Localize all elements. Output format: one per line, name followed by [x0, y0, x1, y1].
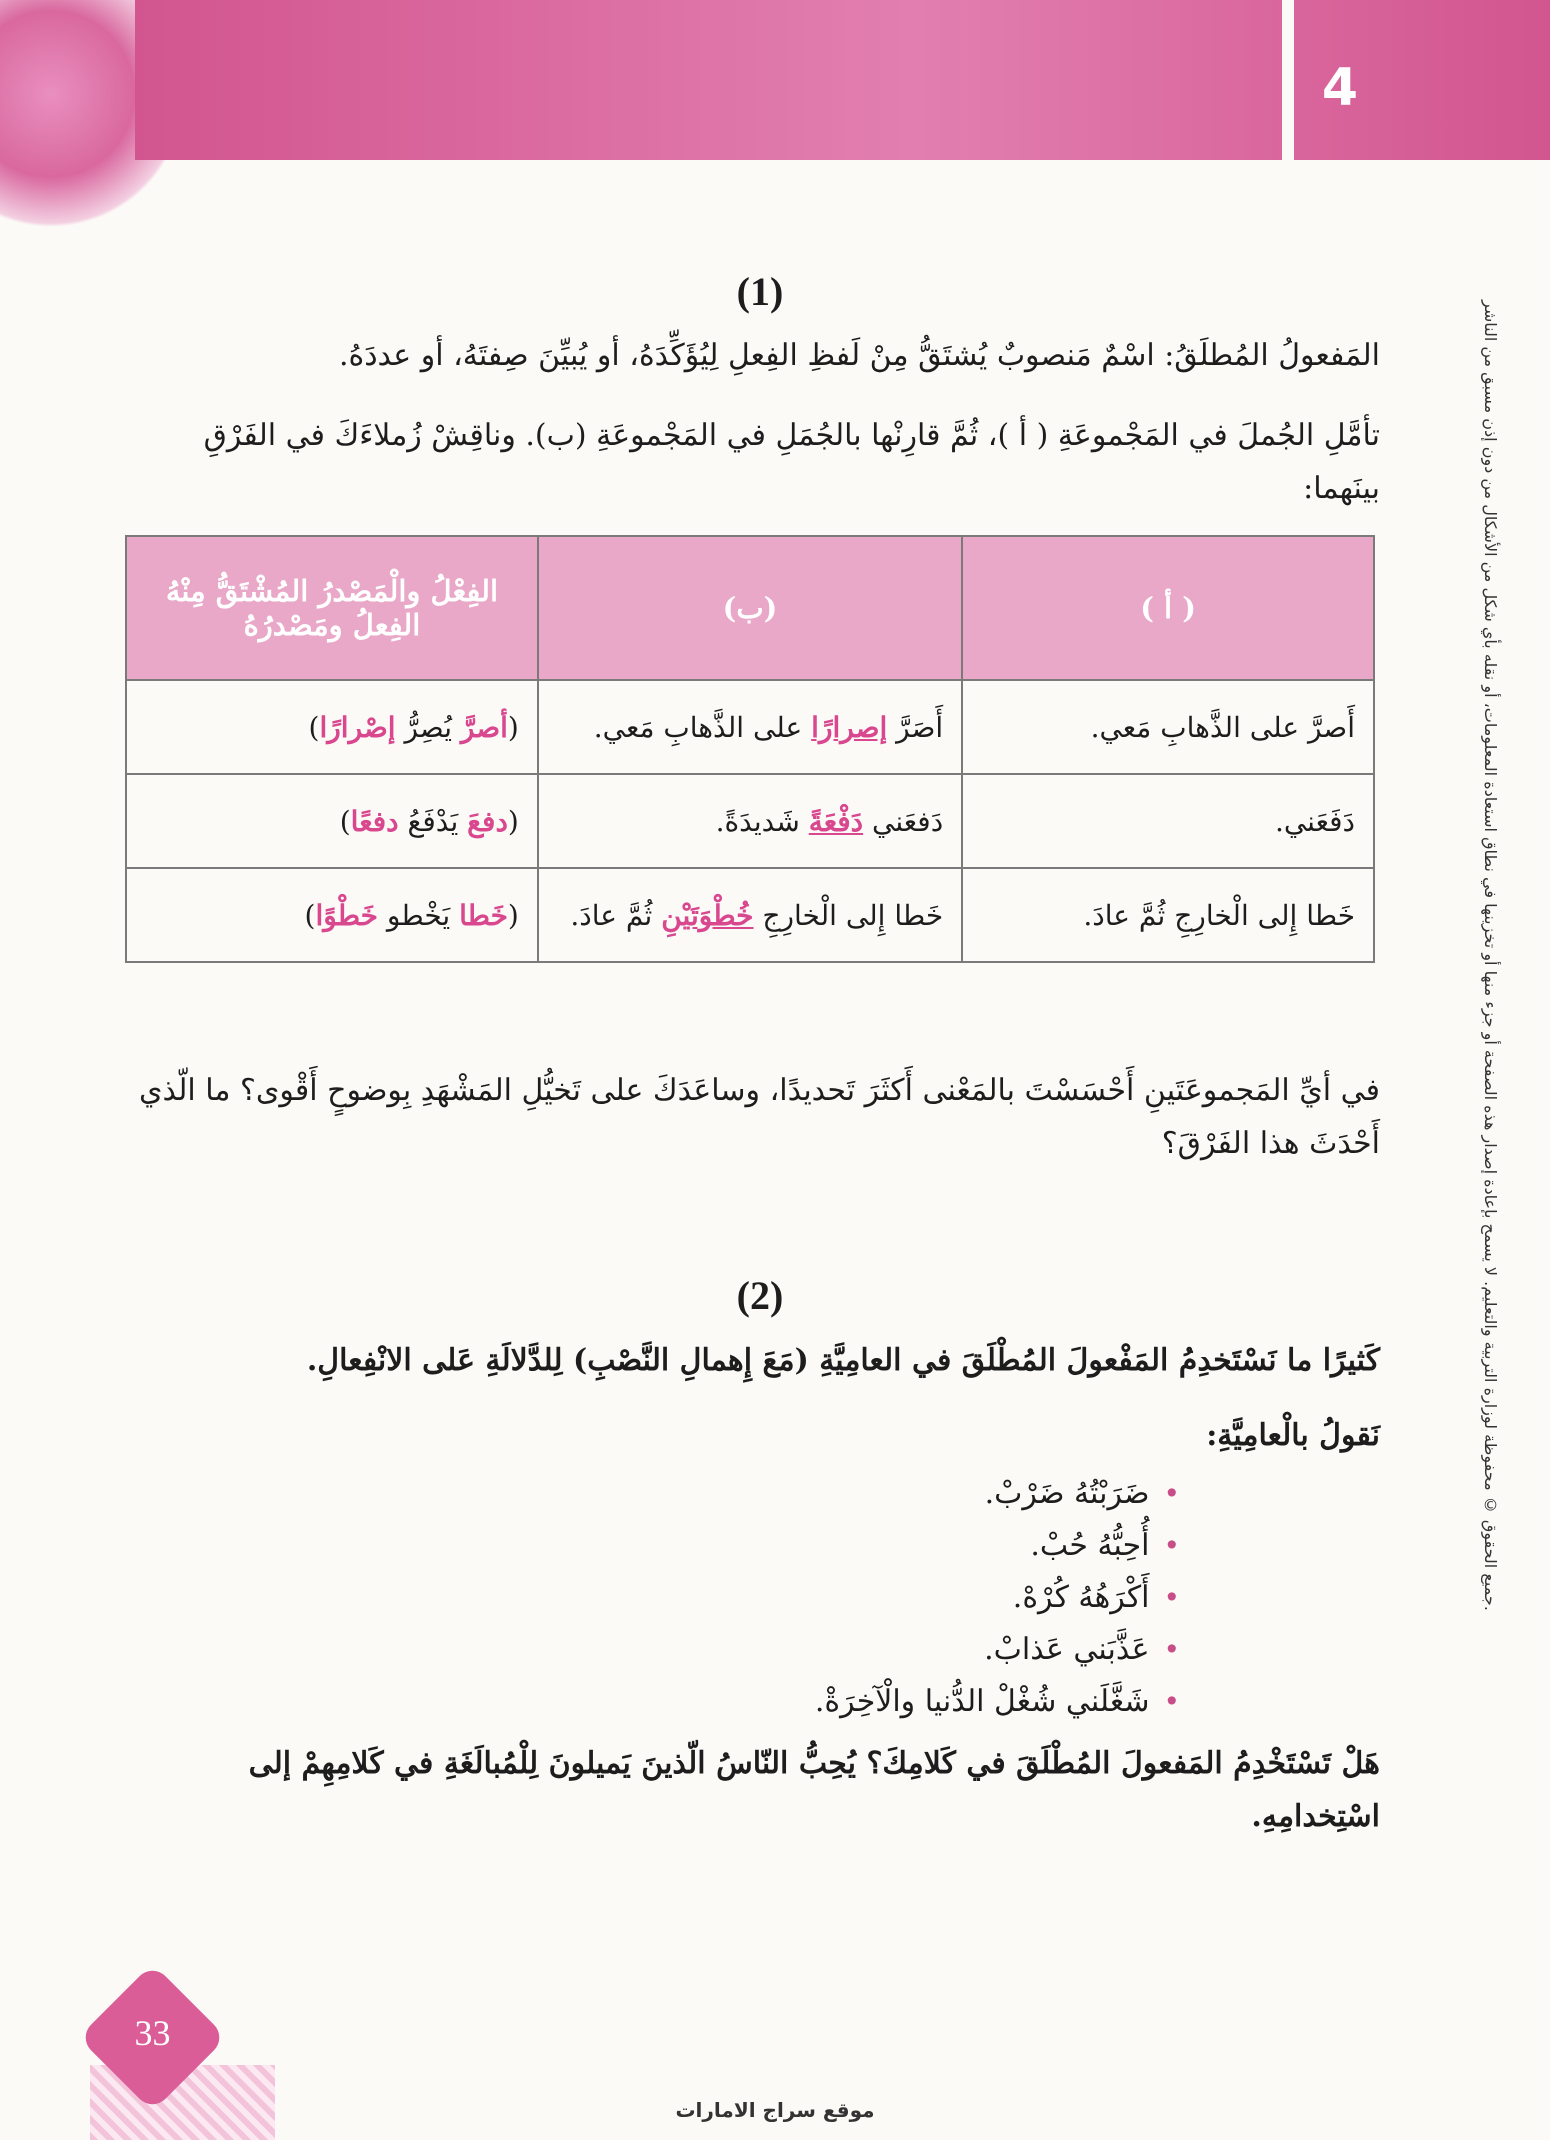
- table-row: [126, 774, 1374, 868]
- cell-verb-source: (دفعَ يَدْفَعُ دفعًا): [126, 774, 538, 868]
- section-2-subtitle: نَقولُ بالْعامِيَّةِ:: [1206, 1418, 1380, 1453]
- cell-a: خَطا إِلى الْخارِجِ ثُمَّ عادَ.: [962, 868, 1374, 962]
- section-1-question: في أيِّ المَجموعَتَينِ أَحْسَسْتَ بالمَعْنى أَكثَرَ تَحديدًا، وساعَدَكَ على تَخيُّلِ المَشْهَدِ بِوضوحٍ أَقْوى؟ ما الّذي أَحْدَثَ هذا الفَرْقَ؟: [138, 1073, 1380, 1161]
- cell-verb-source: (خَطا يَخْطو خَطْوًا): [126, 868, 538, 962]
- definition-text: المَفعولُ المُطلَقُ: اسْمٌ مَنصوبٌ يُشتَقُّ مِنْ لَفظِ الفِعلِ لِيُؤَكِّدَهُ، أو يُبيِّنَ صِفتَهُ، أو عددَهُ.: [338, 338, 1380, 373]
- section-1-number: (1): [736, 269, 784, 314]
- unit-number: 4: [1321, 58, 1359, 118]
- table-row: [126, 680, 1374, 774]
- page-number: 33: [134, 2013, 171, 2053]
- section-2-intro: كَثيرًا ما نَسْتَخدِمُ المَفْعولَ المُطْلَقَ في العامِيَّةِ (مَعَ إِهمالِ النَّصْبِ) لِلدَّلالَةِ عَلى الانْفِعالِ.: [306, 1343, 1380, 1378]
- cell-b: خَطا إِلى الْخارِجِ خُطْوَتَيْنِ ثُمَّ عادَ.: [538, 868, 962, 962]
- list-item: • أُحِبُّهُ حُبْ.: [815, 1520, 1180, 1572]
- col-header-verb-source: الفِعْلُ والْمَصْدرُ المُشْتَقُّ مِنْهُ الفِعلُ ومَصْدرُهُ: [126, 536, 538, 680]
- colloquial-examples-list: [815, 1468, 1180, 1728]
- table-row: [126, 868, 1374, 962]
- list-item: • شَغَّلَني شُغْلْ الدُّنيا والْآخِرَةْ.: [815, 1676, 1180, 1728]
- cell-b: دَفعَني دَفْعَةً شَديدَةً.: [538, 774, 962, 868]
- section-2-number: (2): [736, 1273, 784, 1318]
- list-item: • عَذَّبَني عَذابْ.: [815, 1624, 1180, 1676]
- cell-b: أَصَرَّ إصرارًا على الذَّهابِ مَعي.: [538, 680, 962, 774]
- cell-a: دَفَعَني.: [962, 774, 1374, 868]
- comparison-table: [125, 535, 1375, 963]
- header-divider: [1282, 0, 1294, 160]
- copyright-side-note: جميع الحقوق © محفوظة لوزارة التربية والتعليم. لا يسمح بإعادة إصدار هذه الصفحة أو جزء منها أو تخزينها في نطاق استعادة المعلومات، أو نقله بأي شكل من الأشكال من دون إذن مسبق من الناشر.: [1481, 300, 1500, 1611]
- instruction-text: تأمَّلِ الجُملَ في المَجْموعَةِ ( أ )، ثُمَّ قارِنْها بالجُمَلِ في المَجْموعَةِ (ب). وناقِشْ زُملاءَكَ في الفَرْقِ بينَهما:: [203, 418, 1380, 506]
- col-header-a: ( أ ): [962, 536, 1374, 680]
- table-header-row: [126, 536, 1374, 680]
- list-item: • أَكْرَهُهُ كُرْهْ.: [815, 1572, 1180, 1624]
- cell-a: أَصرَّ على الذَّهابِ مَعي.: [962, 680, 1374, 774]
- footer-watermark: موقع سراج الامارات: [675, 2098, 875, 2122]
- section-2-question: هَلْ تَسْتَخْدِمُ المَفعولَ المُطْلَقَ في كَلامِكَ؟ يُحِبُّ النّاسُ الّذينَ يَميلونَ لِلْمُبالَغَةِ في كَلامِهِمْ إلى اسْتِخدامِهِ.: [248, 1746, 1380, 1834]
- list-item: • ضَرَبْتُهُ ضَرْبْ.: [815, 1468, 1180, 1520]
- cell-verb-source: (أصرَّ يُصِرُّ إصْرارًا): [126, 680, 538, 774]
- col-header-b: (ب): [538, 536, 962, 680]
